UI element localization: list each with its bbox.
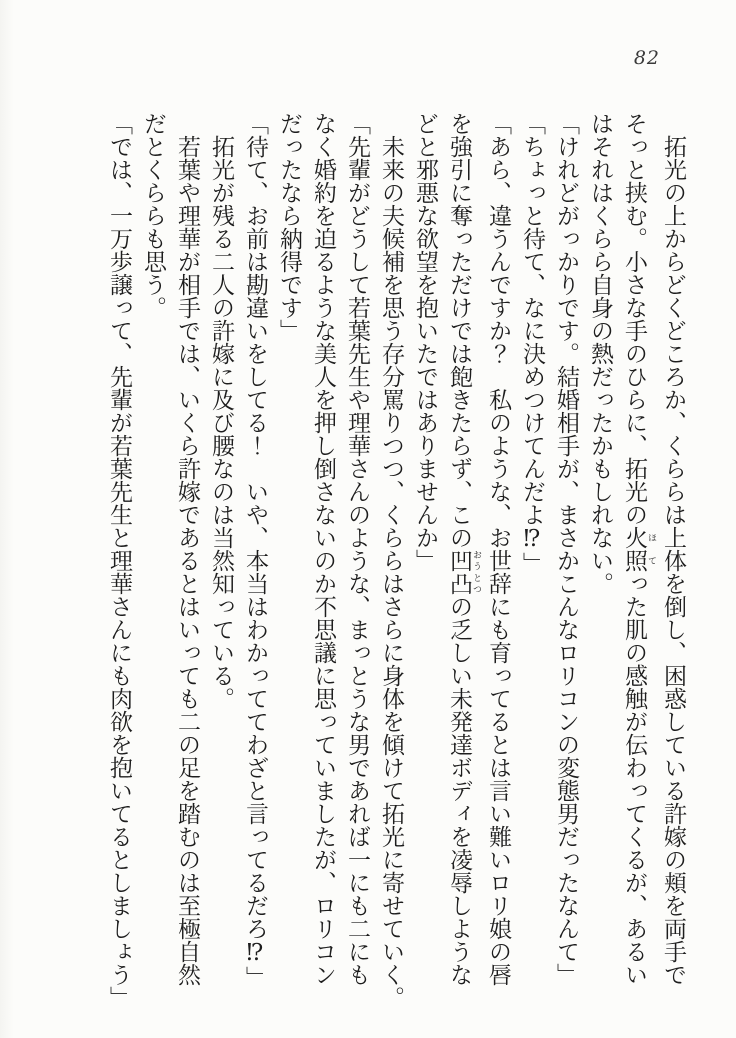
text-line: 拓光の上からどくどころか、くららは上体を倒し、困惑している許嫁の頬を両手で <box>660 112 686 986</box>
text-line: そっと挟む。小さな手のひらに、拓光の火照 ほてった肌の感触が伝わってくるが、あるい <box>621 112 656 986</box>
text-line: だったなら納得です」 <box>276 112 302 342</box>
text-line: 若葉や理華が相手では、いくら許嫁であるとはいっても二の足を踏むのは至極自然 <box>174 112 200 986</box>
text-line: 拓光が残る二人の許嫁に及び腰なのは当然知っている。 <box>208 112 234 710</box>
text-line: 「先輩がどうして若葉先生や理華さんのような、まっとうな男であれば一にも二にも <box>344 112 370 986</box>
text-line: 「では、一万歩譲って、先輩が若葉先生と理華さんにも肉欲を抱いてるとしましょう」 <box>106 112 132 1009</box>
text-line: を強引に奪っただけでは飽きたらず、この凹凸 おうとつの乏しい未発達ボディを凌辱しような <box>446 112 481 986</box>
text-line: 「けれどがっかりです。結婚相手が、まさかこんなロリコンの変態男だったなんて」 <box>553 112 579 986</box>
text-line: はそれはくらら自身の熱だったかもしれない。 <box>587 112 613 595</box>
text-line: どと邪悪な欲望を抱いたではありませんか」 <box>412 112 438 572</box>
text-line: だとくららも思う。 <box>140 112 166 319</box>
text-line: 「あら、違うんですか？ 私のような、お世辞にも育ってるとは言い難いロリ娘の唇 <box>485 112 511 986</box>
page-text <box>102 112 690 1009</box>
page-number: 82 <box>633 47 660 69</box>
text-line: 「待て、お前は勘違いをしてる！ いや、本当はわかっててわざと言ってるだろ⁉」 <box>242 112 268 989</box>
text-line: 未来の夫候補を思う存分罵りつつ、くららはさらに身体を傾けて拓光に寄せていく。 <box>378 112 404 1009</box>
text-line: 「ちょっと待て、なに決めつけてんだよ⁉」 <box>519 112 545 575</box>
text-line: なく婚約を迫るような美人を押し倒さないのか不思議に思っていましたが、ロリコン <box>310 112 336 986</box>
